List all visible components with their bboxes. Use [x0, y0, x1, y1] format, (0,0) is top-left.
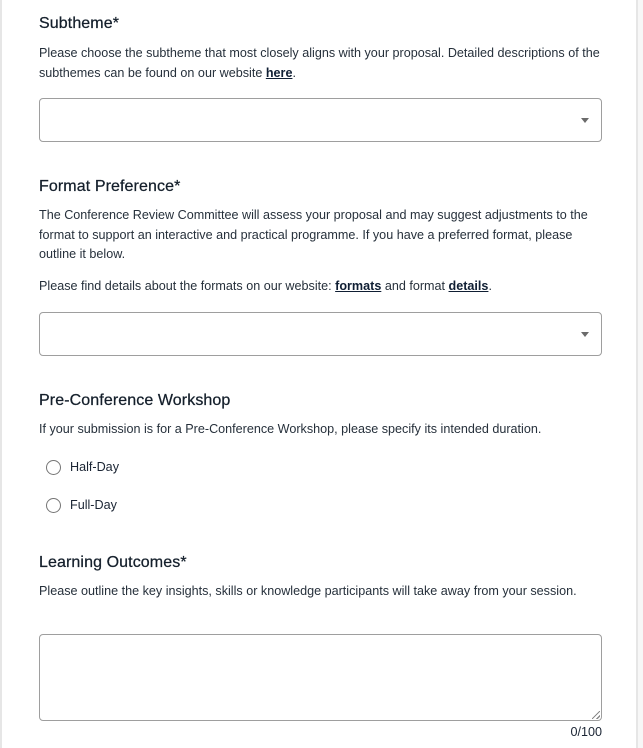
learning-outcomes-description-text: Please outline the key insights, skills or knowledge participants will take away from your session.: [39, 584, 577, 598]
format-preference-description: [39, 206, 602, 265]
learning-outcomes-title: Learning Outcomes*: [39, 554, 187, 571]
radio-button-half-day[interactable]: [46, 460, 61, 475]
subtheme-description-end: .: [292, 65, 296, 80]
resize-handle-icon[interactable]: [592, 711, 600, 719]
learning-outcomes-section: [39, 553, 602, 573]
character-counter: 0/100: [570, 725, 602, 739]
radio-option-full-day[interactable]: [46, 495, 117, 515]
formats-link[interactable]: formats: [335, 279, 382, 293]
format-preference-section: [39, 177, 602, 197]
radio-option-half-day[interactable]: [46, 457, 119, 477]
details-link[interactable]: details: [448, 279, 489, 293]
workshop-description-text: If your submission is for a Pre-Conference Workshop, please specify its intended duration.: [39, 422, 542, 436]
subtheme-description: [39, 44, 602, 83]
format-preference-description-text: The Conference Review Committee will assess your proposal and may suggest adjustments to the format to support an interactive and practical programme. If you have a preferred format, please outline it below.: [39, 208, 588, 261]
chevron-down-icon: [581, 332, 589, 337]
workshop-title: Pre-Conference Workshop: [39, 392, 231, 409]
workshop-description: [39, 420, 602, 440]
workshop-section: [39, 391, 602, 411]
radio-label-full-day: Full-Day: [70, 498, 117, 512]
format-preference-title: Format Preference*: [39, 178, 181, 195]
subtheme-title: Subtheme*: [39, 15, 120, 32]
subtheme-section: [39, 14, 602, 34]
radio-label-half-day: Half-Day: [70, 460, 119, 474]
chevron-down-icon: [581, 118, 589, 123]
subtheme-select[interactable]: [39, 98, 602, 142]
page-scroll-gutter: [638, 0, 643, 748]
subtheme-here-link[interactable]: here: [265, 65, 293, 80]
format-details-line: [39, 277, 602, 297]
subtheme-description-text: Please choose the subtheme that most closely aligns with your proposal. Detailed descriptions of the subthemes can be found on our website: [39, 46, 600, 80]
learning-outcomes-description: [39, 582, 602, 602]
format-preference-select[interactable]: [39, 312, 602, 356]
radio-button-full-day[interactable]: [46, 498, 61, 513]
format-details-end: .: [488, 279, 492, 293]
format-details-middle: and format: [381, 279, 449, 293]
learning-outcomes-textarea[interactable]: [39, 634, 602, 721]
format-details-text: Please find details about the formats on our website:: [39, 279, 336, 293]
